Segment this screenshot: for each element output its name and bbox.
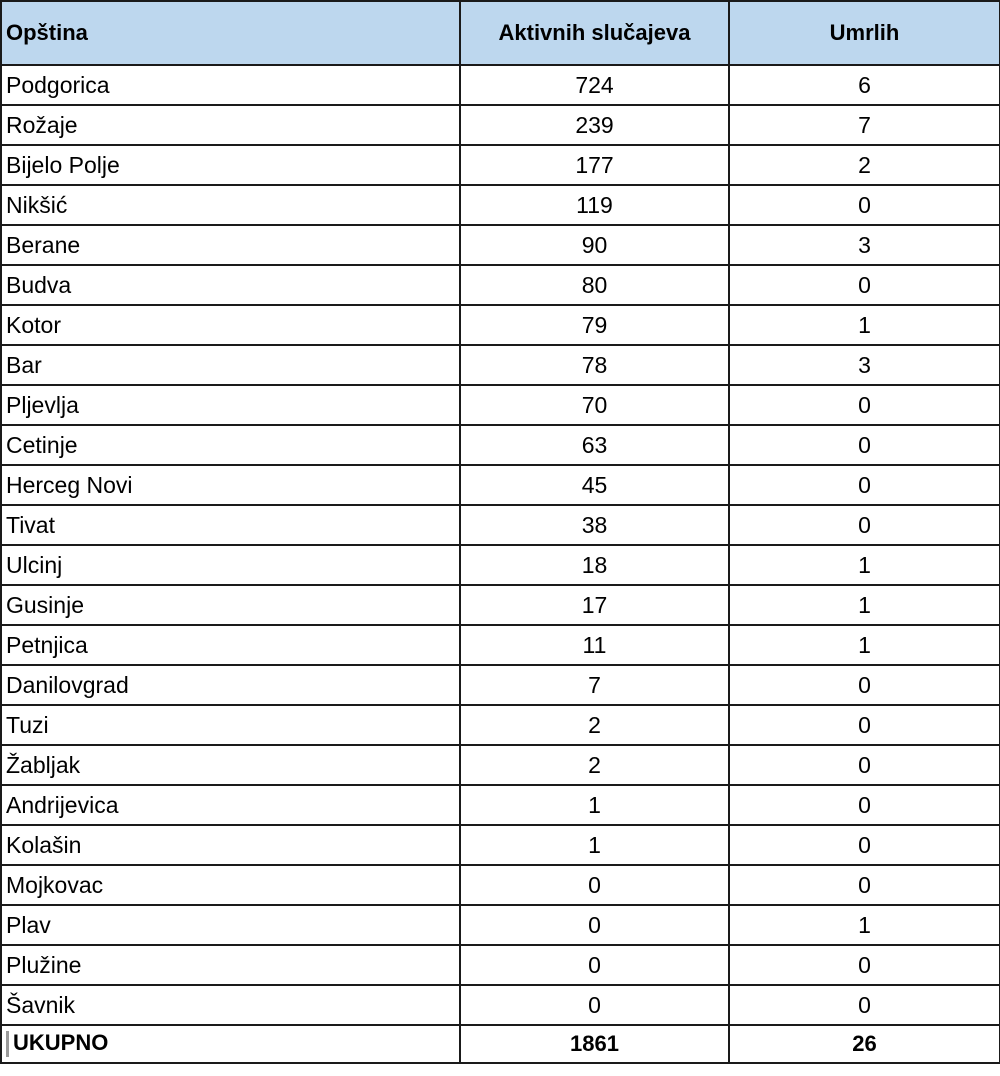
table-row <box>1 385 1000 425</box>
municipality-cell: Kotor <box>1 305 460 345</box>
deaths-cell: 1 <box>729 585 1000 625</box>
table-row <box>1 865 1000 905</box>
municipality-cell: Bijelo Polje <box>1 145 460 185</box>
active-cases-cell: 63 <box>460 425 729 465</box>
table-row <box>1 545 1000 585</box>
deaths-cell: 0 <box>729 825 1000 865</box>
municipality-cell: Ulcinj <box>1 545 460 585</box>
municipality-cell: Šavnik <box>1 985 460 1025</box>
active-cases-cell: 80 <box>460 265 729 305</box>
deaths-cell: 1 <box>729 905 1000 945</box>
deaths-cell: 2 <box>729 145 1000 185</box>
table-row <box>1 465 1000 505</box>
table-row <box>1 585 1000 625</box>
table-row <box>1 425 1000 465</box>
table-row <box>1 505 1000 545</box>
total-label-cell <box>1 1025 460 1063</box>
municipality-cell: Plužine <box>1 945 460 985</box>
municipality-cell: Berane <box>1 225 460 265</box>
deaths-cell: 0 <box>729 505 1000 545</box>
deaths-cell: 0 <box>729 705 1000 745</box>
deaths-cell: 0 <box>729 385 1000 425</box>
deaths-cell: 0 <box>729 945 1000 985</box>
active-cases-cell: 239 <box>460 105 729 145</box>
municipality-cell: Tivat <box>1 505 460 545</box>
active-cases-cell: 38 <box>460 505 729 545</box>
municipality-cell: Žabljak <box>1 745 460 785</box>
header-row <box>1 1 1000 65</box>
table-row <box>1 905 1000 945</box>
active-cases-cell: 724 <box>460 65 729 105</box>
deaths-cell: 0 <box>729 865 1000 905</box>
deaths-cell: 1 <box>729 625 1000 665</box>
active-cases-cell: 70 <box>460 385 729 425</box>
total-row <box>1 1025 1000 1063</box>
table-row <box>1 785 1000 825</box>
active-cases-cell: 11 <box>460 625 729 665</box>
table-row <box>1 705 1000 745</box>
table-row <box>1 825 1000 865</box>
deaths-cell: 7 <box>729 105 1000 145</box>
deaths-cell: 0 <box>729 465 1000 505</box>
active-cases-cell: 78 <box>460 345 729 385</box>
municipality-cell: Budva <box>1 265 460 305</box>
municipality-cell: Plav <box>1 905 460 945</box>
total-active-cases: 1861 <box>460 1025 729 1063</box>
deaths-cell: 0 <box>729 185 1000 225</box>
deaths-cell: 1 <box>729 305 1000 345</box>
active-cases-cell: 45 <box>460 465 729 505</box>
municipality-cell: Rožaje <box>1 105 460 145</box>
municipality-cell: Gusinje <box>1 585 460 625</box>
deaths-cell: 0 <box>729 265 1000 305</box>
active-cases-cell: 79 <box>460 305 729 345</box>
table-row <box>1 265 1000 305</box>
municipality-cell: Nikšić <box>1 185 460 225</box>
column-header-municipality: Opština <box>1 1 460 65</box>
municipality-cell: Cetinje <box>1 425 460 465</box>
municipality-cell: Podgorica <box>1 65 460 105</box>
active-cases-cell: 1 <box>460 785 729 825</box>
deaths-cell: 3 <box>729 225 1000 265</box>
column-header-active-cases: Aktivnih slučajeva <box>460 1 729 65</box>
municipality-cell: Herceg Novi <box>1 465 460 505</box>
municipality-cell: Kolašin <box>1 825 460 865</box>
cell-cursor-marker <box>6 1031 9 1057</box>
active-cases-cell: 1 <box>460 825 729 865</box>
deaths-cell: 0 <box>729 785 1000 825</box>
active-cases-cell: 18 <box>460 545 729 585</box>
active-cases-cell: 0 <box>460 865 729 905</box>
deaths-cell: 0 <box>729 425 1000 465</box>
active-cases-cell: 2 <box>460 745 729 785</box>
table-row <box>1 65 1000 105</box>
municipality-cell: Andrijevica <box>1 785 460 825</box>
active-cases-cell: 0 <box>460 945 729 985</box>
deaths-cell: 1 <box>729 545 1000 585</box>
table-row <box>1 625 1000 665</box>
active-cases-cell: 0 <box>460 905 729 945</box>
table-row <box>1 305 1000 345</box>
table-row <box>1 105 1000 145</box>
municipality-cell: Mojkovac <box>1 865 460 905</box>
table-row <box>1 985 1000 1025</box>
municipality-cell: Pljevlja <box>1 385 460 425</box>
table-row <box>1 665 1000 705</box>
table-row <box>1 185 1000 225</box>
deaths-cell: 0 <box>729 985 1000 1025</box>
table-row <box>1 745 1000 785</box>
deaths-cell: 6 <box>729 65 1000 105</box>
total-deaths: 26 <box>729 1025 1000 1063</box>
table-row <box>1 225 1000 265</box>
active-cases-cell: 0 <box>460 985 729 1025</box>
active-cases-cell: 177 <box>460 145 729 185</box>
active-cases-cell: 17 <box>460 585 729 625</box>
municipality-cell: Bar <box>1 345 460 385</box>
total-label: UKUPNO <box>13 1029 109 1055</box>
deaths-cell: 3 <box>729 345 1000 385</box>
active-cases-cell: 119 <box>460 185 729 225</box>
table-body <box>1 65 1000 1025</box>
municipality-cell: Petnjica <box>1 625 460 665</box>
table-row <box>1 345 1000 385</box>
deaths-cell: 0 <box>729 665 1000 705</box>
table-row <box>1 945 1000 985</box>
active-cases-cell: 90 <box>460 225 729 265</box>
municipality-cell: Tuzi <box>1 705 460 745</box>
active-cases-cell: 2 <box>460 705 729 745</box>
deaths-cell: 0 <box>729 745 1000 785</box>
table-row <box>1 145 1000 185</box>
table-footer <box>1 1025 1000 1063</box>
column-header-deaths: Umrlih <box>729 1 1000 65</box>
table-header <box>1 1 1000 65</box>
municipality-cell: Danilovgrad <box>1 665 460 705</box>
active-cases-cell: 7 <box>460 665 729 705</box>
